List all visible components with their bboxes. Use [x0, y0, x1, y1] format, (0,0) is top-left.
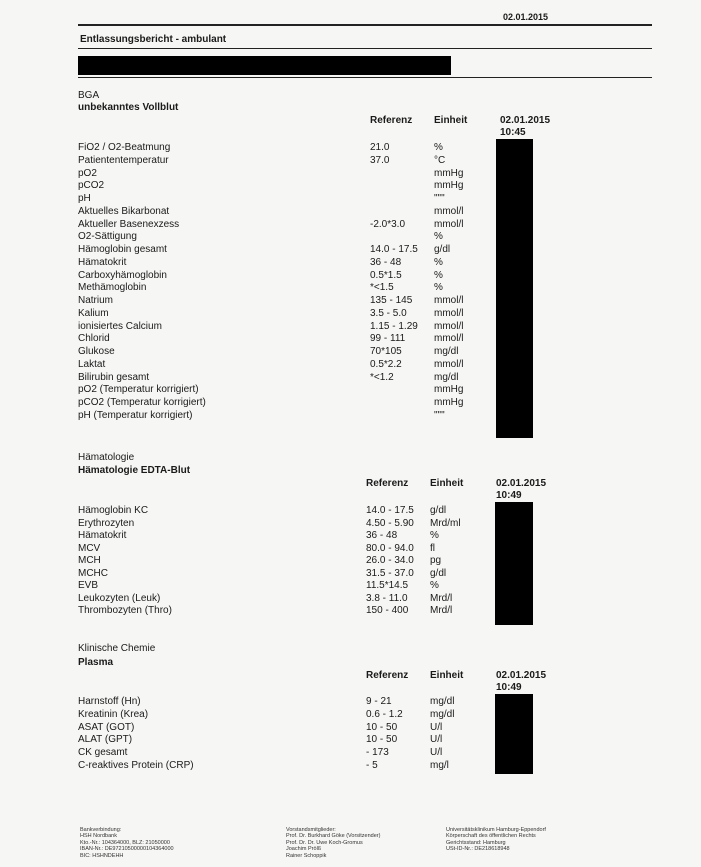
- unit-value: g/dl: [430, 505, 447, 516]
- unit-value: U/l: [430, 721, 443, 733]
- lab-parameter-name: Aktuelles Bikarbonat: [78, 205, 170, 217]
- section-subtitle: unbekanntes Vollblut: [78, 102, 179, 113]
- column-header-einheit: Einheit: [430, 670, 464, 681]
- reference-range: 70*105: [370, 346, 402, 357]
- lab-parameter-name: Erythrozyten: [78, 517, 135, 529]
- lab-parameter-name: Chlorid: [78, 333, 110, 345]
- unit-value: mmol/l: [434, 307, 464, 319]
- unit-value: mmHg: [434, 397, 464, 408]
- lab-parameter-name: ionisiertes Calcium: [78, 320, 162, 332]
- footer-line: USt-ID-Nr.: DE218618948: [446, 846, 510, 853]
- unit-value: pg: [430, 555, 442, 566]
- lab-parameter-name: ASAT (GOT): [78, 721, 135, 733]
- footer-line: Prof. Dr. Burkhard Göke (Vorsitzender): [286, 833, 381, 840]
- header-rule: [78, 24, 652, 26]
- unit-value: g/dl: [434, 244, 451, 255]
- footer-line: HSH Nordbank: [80, 833, 117, 840]
- lab-parameter-name: MCHC: [78, 567, 108, 579]
- reference-range: 37.0: [370, 154, 390, 166]
- reference-range: 26.0 - 34.0: [366, 555, 414, 566]
- column-header-referenz: Referenz: [370, 115, 413, 126]
- footer-board-members: [286, 827, 380, 859]
- lab-parameter-name: O2-Sättigung: [78, 231, 137, 243]
- lab-parameter-name: Thrombozyten (Thro): [78, 605, 172, 616]
- unit-value: %: [434, 231, 443, 243]
- lab-parameter-name: Hämatokrit: [78, 256, 127, 268]
- reference-range: - 173: [366, 747, 389, 758]
- lab-parameter-name: FiO2 / O2-Beatmung: [78, 142, 171, 153]
- unit-value: mmol/l: [434, 358, 464, 370]
- lab-parameter-name: pCO2: [78, 180, 105, 192]
- reference-range: 36 - 48: [366, 530, 398, 541]
- unit-value: mg/dl: [434, 371, 459, 383]
- unit-value: %: [434, 142, 443, 153]
- column-header-referenz: Referenz: [366, 478, 409, 489]
- footer-bank-details: [80, 827, 174, 859]
- reference-range: 10 - 50: [366, 721, 398, 733]
- unit-value: °C: [434, 154, 446, 166]
- unit-value: mmol/l: [434, 320, 464, 332]
- lab-parameter-name: pCO2 (Temperatur korrigiert): [78, 397, 206, 408]
- lab-parameter-name: Harnstoff (Hn): [78, 696, 141, 707]
- redacted-results: [496, 139, 533, 438]
- unit-value: """: [434, 193, 445, 204]
- header-date: 02.01.2015: [503, 12, 549, 22]
- reference-range: 0.6 - 1.2: [366, 708, 403, 720]
- lab-parameter-name: Hämoglobin KC: [78, 505, 149, 516]
- lab-parameter-name: Bilirubin gesamt: [78, 371, 150, 383]
- title-rule: [78, 48, 652, 49]
- reference-range: 4.50 - 5.90: [366, 517, 414, 529]
- lab-parameter-name: Leukozyten (Leuk): [78, 592, 161, 604]
- unit-value: %: [430, 580, 439, 591]
- unit-value: mmol/l: [434, 205, 464, 217]
- lab-parameter-name: Glukose: [78, 346, 115, 357]
- lab-parameter-name: Hämatokrit: [78, 530, 127, 541]
- reference-range: 14.0 - 17.5: [370, 244, 418, 255]
- footer-line: Gerichtsstand: Hamburg: [446, 839, 506, 846]
- column-header-einheit: Einheit: [430, 478, 464, 489]
- reference-range: 135 - 145: [370, 295, 413, 306]
- unit-value: mg/dl: [430, 708, 455, 720]
- reference-range: 150 - 400: [366, 605, 409, 616]
- reference-range: 3.5 - 5.0: [370, 307, 407, 319]
- result-date: 02.01.2015: [496, 478, 547, 489]
- section-category: BGA: [78, 90, 100, 101]
- reference-range: 21.0: [370, 142, 390, 153]
- redacted-results: [495, 694, 533, 774]
- footer-line: Kto.-Nr.: 104364000, BLZ: 21050000: [80, 839, 170, 846]
- lab-parameter-name: ALAT (GPT): [78, 734, 133, 746]
- unit-value: mmHg: [434, 384, 464, 396]
- result-time: 10:49: [496, 490, 522, 501]
- result-time: 10:45: [500, 127, 526, 138]
- lab-parameter-name: Kreatinin (Krea): [78, 708, 149, 720]
- result-date: 02.01.2015: [496, 670, 547, 681]
- reference-range: 9 - 21: [366, 696, 392, 707]
- reference-range: 1.15 - 1.29: [370, 320, 418, 332]
- result-time: 10:49: [496, 682, 522, 693]
- lab-parameter-name: MCH: [78, 555, 101, 566]
- reference-range: 14.0 - 17.5: [366, 505, 414, 516]
- column-header-einheit: Einheit: [434, 115, 468, 126]
- lab-parameter-name: MCV: [78, 542, 101, 554]
- footer-line: Prof. Dr. Dr. Uwe Koch-Gromus: [286, 839, 363, 846]
- reference-range: *<1.2: [370, 371, 394, 383]
- reference-range: 36 - 48: [370, 256, 402, 268]
- reference-range: 31.5 - 37.0: [366, 567, 414, 579]
- lab-parameter-name: Kalium: [78, 307, 109, 319]
- footer-line: Bankverbindung:: [80, 827, 122, 833]
- redaction-bar: [78, 56, 451, 75]
- reference-range: 11.5*14.5: [366, 580, 409, 591]
- unit-value: Mrd/l: [430, 592, 453, 604]
- footer-line: Körperschaft des öffentlichen Rechts: [446, 833, 536, 840]
- reference-range: 99 - 111: [370, 333, 406, 345]
- reference-range: 80.0 - 94.0: [366, 542, 414, 554]
- unit-value: fl: [430, 542, 435, 554]
- reference-range: 10 - 50: [366, 734, 398, 746]
- reference-range: - 5: [366, 759, 378, 771]
- lab-parameter-name: Patiententemperatur: [78, 154, 169, 166]
- unit-value: U/l: [430, 747, 443, 758]
- unit-value: mg/dl: [434, 346, 459, 357]
- lab-parameter-name: Aktueller Basenexzess: [78, 218, 180, 230]
- reference-range: 3.8 - 11.0: [366, 592, 408, 604]
- section-category: Klinische Chemie: [78, 643, 156, 654]
- unit-value: %: [434, 269, 443, 281]
- footer-line: Joachim Prölß: [286, 846, 322, 853]
- footer-line: Vorstandsmitglieder:: [286, 827, 336, 833]
- footer-line: Universitätsklinikum Hamburg-Eppendorf: [446, 827, 546, 833]
- unit-value: mmol/l: [434, 333, 464, 345]
- unit-value: """: [434, 409, 445, 421]
- lab-parameter-name: Hämoglobin gesamt: [78, 244, 167, 255]
- result-date: 02.01.2015: [500, 115, 551, 126]
- unit-value: g/dl: [430, 567, 447, 579]
- lab-parameter-name: C-reaktives Protein (CRP): [78, 759, 194, 771]
- unit-value: Mrd/l: [430, 605, 453, 616]
- lab-parameter-name: CK gesamt: [78, 747, 128, 758]
- footer-institution: [446, 827, 546, 853]
- unit-value: Mrd/ml: [430, 517, 461, 529]
- footer-line: IBAN-Nr.: DE97210500000104364000: [80, 846, 174, 853]
- lab-parameter-name: pO2 (Temperatur korrigiert): [78, 384, 199, 396]
- redacted-results: [495, 502, 533, 625]
- reference-range: 0.5*1.5: [370, 269, 402, 281]
- unit-value: %: [434, 256, 443, 268]
- unit-value: mg/l: [430, 759, 449, 771]
- column-header-referenz: Referenz: [366, 670, 409, 681]
- unit-value: mmHg: [434, 180, 464, 192]
- reference-range: -2.0*3.0: [370, 218, 406, 230]
- unit-value: mmol/l: [434, 295, 464, 306]
- patient-rule: [78, 77, 652, 78]
- unit-value: mg/dl: [430, 696, 455, 707]
- unit-value: %: [430, 530, 439, 541]
- reference-range: *<1.5: [370, 282, 394, 294]
- lab-parameter-name: EVB: [78, 580, 99, 591]
- section-subtitle: Hämatologie EDTA-Blut: [78, 465, 191, 476]
- unit-value: U/l: [430, 734, 443, 746]
- lab-parameter-name: pH (Temperatur korrigiert): [78, 409, 193, 421]
- footer-line: BIC: HSHNDEHH: [80, 852, 124, 859]
- unit-value: mmol/l: [434, 218, 464, 230]
- document-title: Entlassungsbericht - ambulant: [80, 34, 227, 45]
- reference-range: 0.5*2.2: [370, 358, 402, 370]
- lab-parameter-name: pO2: [78, 167, 97, 179]
- section-subtitle: Plasma: [78, 657, 114, 668]
- lab-parameter-name: Methämoglobin: [78, 282, 147, 294]
- section-category: Hämatologie: [78, 452, 135, 463]
- footer-line: Rainer Schoppik: [286, 852, 327, 859]
- unit-value: mmHg: [434, 167, 464, 179]
- unit-value: %: [434, 282, 443, 294]
- lab-parameter-name: Carboxyhämoglobin: [78, 269, 167, 281]
- lab-parameter-name: Laktat: [78, 358, 106, 370]
- lab-parameter-name: pH: [78, 193, 91, 204]
- lab-parameter-name: Natrium: [78, 295, 114, 306]
